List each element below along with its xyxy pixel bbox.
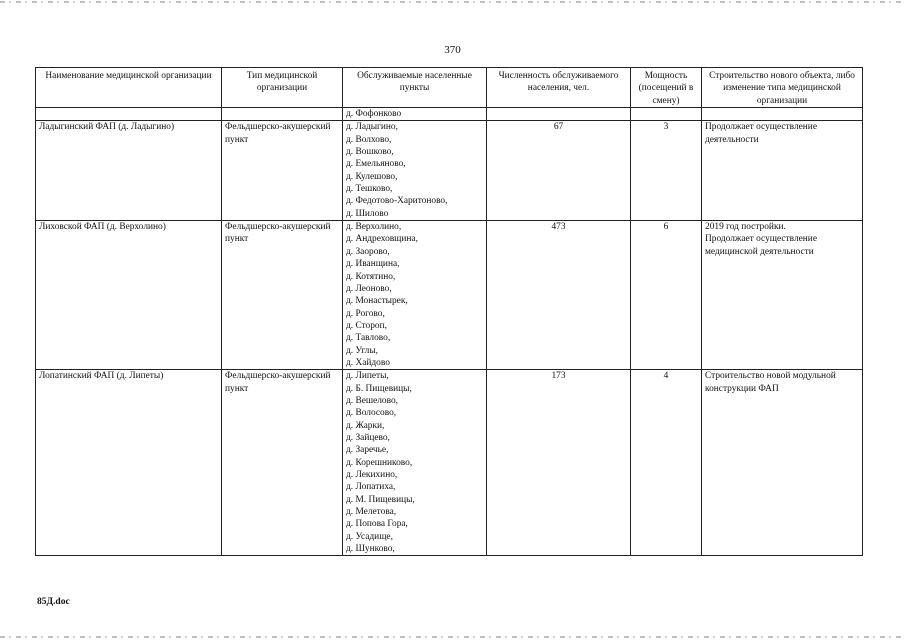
- header-population: Численность обслуживаемого населения, чел.: [487, 68, 631, 108]
- settlement-item: д. М. Пищевицы,: [346, 494, 415, 505]
- organization-name-cell: Лиховской ФАП (д. Верхолино): [36, 221, 222, 370]
- construction-note-line: Продолжает осуществление медицинской деятельности: [705, 234, 817, 257]
- capacity-cell: 4: [631, 370, 702, 556]
- header-construction: Строительство нового объекта, либо изменение типа медицинской организации: [702, 68, 863, 108]
- scan-edge-top: [0, 1, 905, 3]
- settlement-item: д. Лопатиха,: [346, 482, 396, 493]
- capacity-cell: 6: [631, 221, 702, 370]
- settlement-item: д. Попова Гора,: [346, 519, 408, 530]
- construction-note-cell: [702, 121, 863, 221]
- header-settlements: Обслуживаемые населенные пункты: [343, 68, 487, 108]
- organization-type-cell: Фельдшерско-акушерский пункт: [222, 221, 343, 370]
- settlement-item: д. Липеты,: [346, 371, 389, 382]
- settlement-item: д. Заорово,: [346, 246, 390, 257]
- settlement-item: д. Шунково,: [346, 544, 395, 555]
- settlement-item: д. Иванщина,: [346, 259, 400, 270]
- header-capacity: Мощность (посещений в смену): [631, 68, 702, 108]
- table-row: [36, 370, 863, 556]
- settlement-item: д. Стороп,: [346, 320, 387, 331]
- settlement-item: д. Тавлово,: [346, 333, 391, 344]
- organization-name-cell: Лопатинский ФАП (д. Липеты): [36, 370, 222, 556]
- settlement-item: д. Углы,: [346, 345, 378, 356]
- table-body: [36, 108, 863, 556]
- settlement-item: д. Фофонково: [346, 109, 402, 120]
- settlement-item: д. Монастырек,: [346, 296, 408, 307]
- settlement-item: д. Тешково,: [346, 184, 393, 195]
- settlements-cell: [343, 121, 487, 221]
- organization-type-cell: [222, 108, 343, 121]
- table-row: [36, 221, 863, 370]
- settlement-item: д. Верхолино,: [346, 222, 402, 233]
- settlement-item: д. Рогово,: [346, 308, 385, 319]
- settlement-item: д. Ладыгино,: [346, 122, 398, 133]
- settlement-item: д. Жарки,: [346, 420, 385, 431]
- settlement-item: д. Волосово,: [346, 408, 397, 419]
- settlement-item: д. Усадище,: [346, 531, 393, 542]
- settlement-item: д. Хайдово: [346, 357, 390, 368]
- settlement-item: д. Андреховщина,: [346, 234, 418, 245]
- settlement-item: д. Леоново,: [346, 283, 392, 294]
- population-cell: [487, 108, 631, 121]
- facilities-table: [35, 67, 863, 556]
- settlement-item: д. Мелетова,: [346, 507, 397, 518]
- settlements-cell: [343, 108, 487, 121]
- population-cell: 473: [487, 221, 631, 370]
- settlement-item: д. Кулешово,: [346, 171, 398, 182]
- settlement-item: д. Федотово-Харитоново,: [346, 196, 448, 207]
- settlement-item: д. Котятино,: [346, 271, 396, 282]
- settlement-item: д. Волхово,: [346, 134, 392, 145]
- document-filename: 85Д.doc: [37, 597, 70, 607]
- table-row: [36, 108, 863, 121]
- construction-note-cell: [702, 221, 863, 370]
- organization-name-cell: [36, 108, 222, 121]
- settlement-item: д. Емельяново,: [346, 159, 406, 170]
- organization-type-cell: Фельдшерско-акушерский пункт: [222, 370, 343, 556]
- population-cell: 173: [487, 370, 631, 556]
- settlements-cell: [343, 221, 487, 370]
- settlement-item: д. Вошково,: [346, 147, 394, 158]
- capacity-cell: [631, 108, 702, 121]
- table-header-row: [36, 68, 863, 108]
- settlement-item: д. Б. Пищевицы,: [346, 383, 412, 394]
- settlement-item: д. Шилово: [346, 208, 389, 219]
- settlement-item: д. Корешниково,: [346, 457, 413, 468]
- construction-note-cell: [702, 370, 863, 556]
- organization-type-cell: Фельдшерско-акушерский пункт: [222, 121, 343, 221]
- settlement-item: д. Заречье,: [346, 445, 389, 456]
- construction-note-line: 2019 год постройки.: [705, 222, 786, 233]
- population-cell: 67: [487, 121, 631, 221]
- settlement-item: д. Зайцево,: [346, 432, 390, 443]
- construction-note-line: Строительство новой модульной конструкции ФАП: [705, 371, 836, 394]
- organization-name-cell: Ладыгинский ФАП (д. Ладыгино): [36, 121, 222, 221]
- construction-note-cell: [702, 108, 863, 121]
- capacity-cell: 3: [631, 121, 702, 221]
- page-number: 370: [444, 44, 461, 56]
- settlement-item: д. Лекихино,: [346, 470, 398, 480]
- table-row: [36, 121, 863, 221]
- settlement-item: д. Вешелово,: [346, 395, 399, 406]
- header-organization-type: Тип медицинской организации: [222, 68, 343, 108]
- header-organization-name: Наименование медицинской организации: [36, 68, 222, 108]
- scan-edge-bottom: [0, 636, 905, 638]
- construction-note-line: Продолжает осуществление деятельности: [705, 122, 817, 145]
- settlements-cell: [343, 370, 487, 556]
